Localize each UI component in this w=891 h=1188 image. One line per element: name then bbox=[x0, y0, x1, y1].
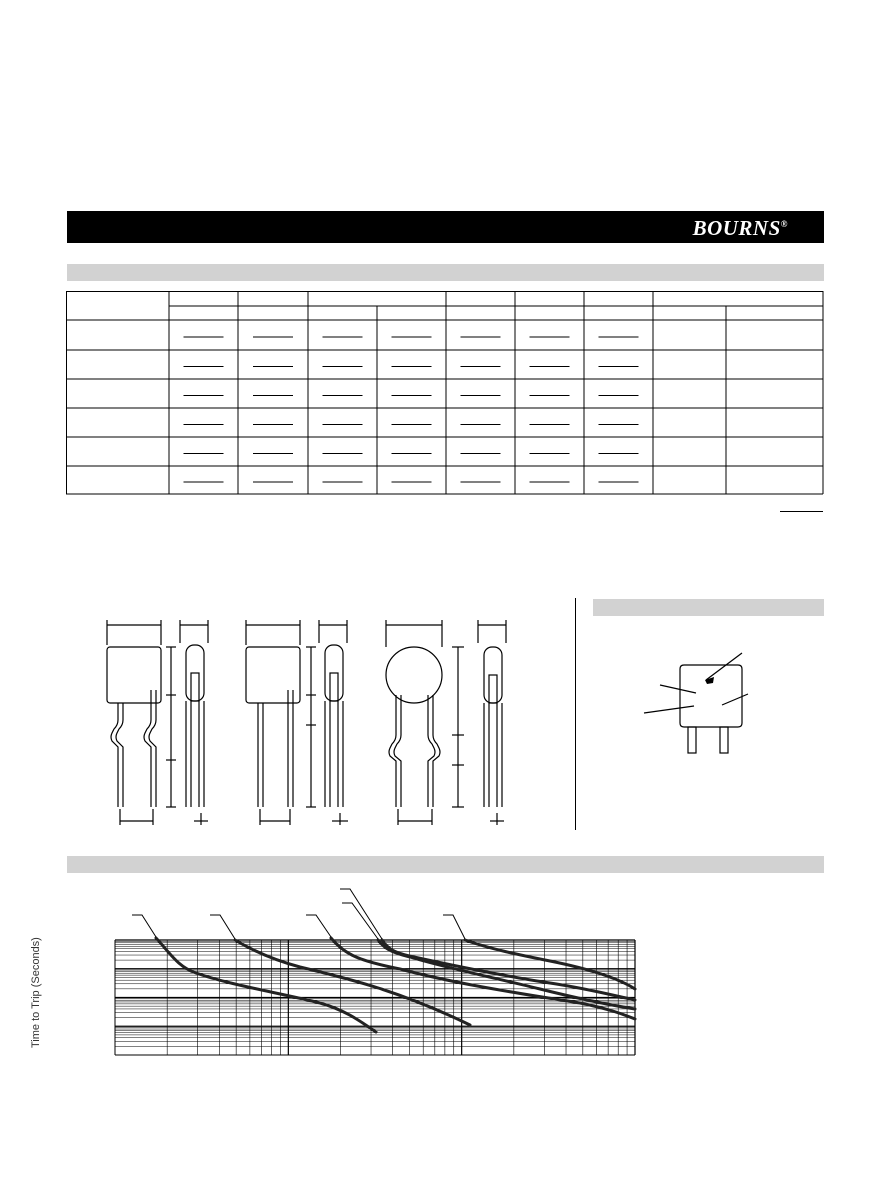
section-bar-curves bbox=[67, 856, 824, 873]
drawing-disc-side bbox=[478, 620, 506, 825]
table-grid bbox=[66, 291, 823, 494]
time-to-trip-chart bbox=[60, 885, 650, 1065]
registered-mark: ® bbox=[780, 219, 788, 229]
drawing-kinked-lead-front bbox=[107, 620, 161, 825]
callout-leader-2 bbox=[210, 915, 235, 939]
y-axis-label: Time to Trip (Seconds) bbox=[30, 937, 42, 1048]
callout-leader-4 bbox=[340, 889, 382, 939]
chart-grid bbox=[115, 940, 635, 1055]
callout-leader-6 bbox=[443, 915, 465, 939]
dimension-drawings bbox=[66, 595, 576, 835]
section-bar-marking bbox=[593, 599, 824, 616]
header-bar bbox=[67, 211, 824, 243]
specification-table bbox=[66, 291, 824, 495]
section-bar-specifications bbox=[67, 264, 824, 281]
callout-leader-1 bbox=[132, 915, 156, 937]
table-value-lines bbox=[184, 337, 639, 482]
device-body bbox=[680, 665, 742, 727]
curve-series-1 bbox=[156, 938, 376, 1032]
drawing-kinked-lead-side bbox=[166, 620, 208, 825]
brand-name: BOURNS bbox=[692, 216, 781, 240]
callout-leader-3 bbox=[306, 915, 331, 937]
footnote-rule bbox=[780, 511, 823, 512]
drawing-disc-front bbox=[386, 620, 464, 825]
drawing-straight-lead-side bbox=[306, 620, 348, 825]
vertical-divider bbox=[575, 598, 576, 830]
marking-illustration bbox=[592, 635, 824, 765]
bourns-logo bbox=[693, 216, 788, 241]
drawing-straight-lead-front bbox=[246, 620, 300, 825]
callout-leader-5 bbox=[342, 903, 378, 939]
curve-series-3 bbox=[331, 938, 635, 1019]
